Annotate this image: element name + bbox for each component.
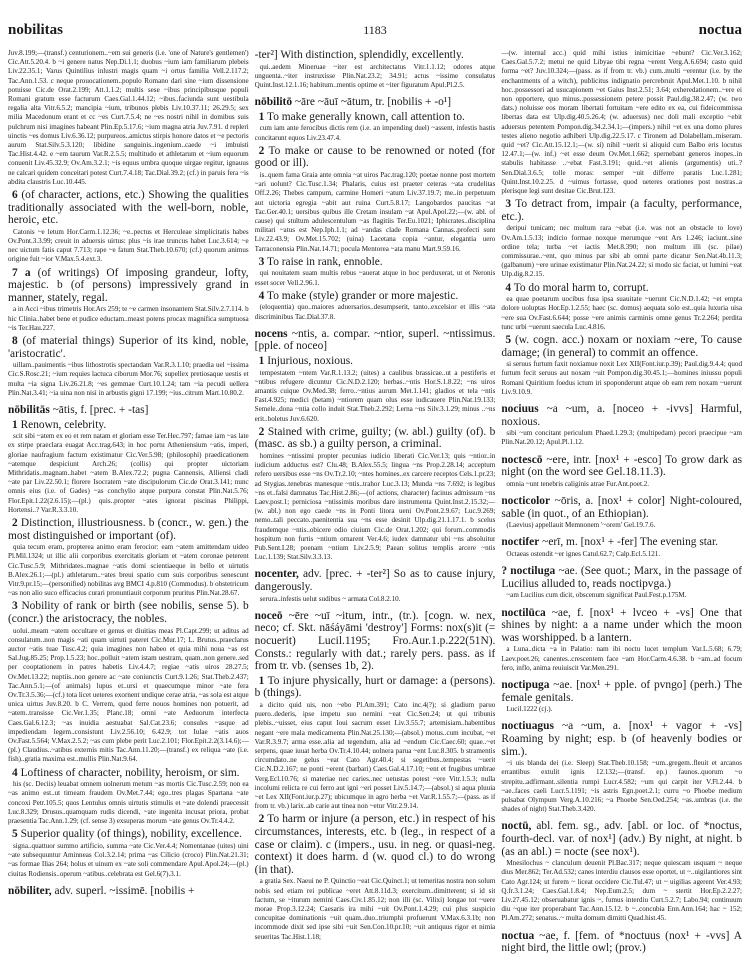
citations: ea quae poetarum uocibus fusa ipsa suauitate ~uerunt Cic.N.D.1.42; ~et empta dolore uoluptas Hor.Ep.1.2.55; haec (sc. domus) aequata solo est..quia luxuria uisa ~ere sua Ov.Fast.6.644; posse ~ere animis carminis omne genus Tr.2.264; perdita tunc urbi ~uerunt saecula Luc.4.816.: [501, 295, 743, 331]
entry-grammar: ~ae, f. [fem. of *noctuus (nox¹ + -vvs] A night bird, the little owl; (prov.): [501, 929, 742, 955]
citations: ~i uis blanda dei (i.e. Sleep) Stat.Theb.10.158; ~um..gregem..fleuit et arcanos errantibus extulit ignis 12.132;—(transf. ep.) faunos..quorum ~o strepitu..adfirmant..silentia rumpi Lucr.4.582; ~um qui carpit iter V.Fl.2.44. b ~ae..faces caeli Lucr.5.1191; ~is astris Egn.poet.2.1; curru ~o Phoebe medium pulsabat Olympum Verg.A.10.216; ~a Phoebe Sen.Oed.254; ~as..umbras (i.e. the shades of night) Stat.Theb.3.420.: [501, 759, 743, 814]
dictionary-entry: [501, 720, 742, 758]
sense-definition: [255, 145, 496, 170]
sense-definition: [501, 334, 742, 359]
column-left: [8, 49, 249, 956]
definition-text: Nobility of rank or birth (see nobilis, sense 5). b (concr.) the aristocracy, the nobles.: [8, 600, 249, 626]
sense-definition: [255, 675, 496, 700]
headword: nocens: [254, 327, 288, 340]
sense-definition: [255, 290, 496, 303]
citations: —(w. internal acc.) quid mihi istius inimicitiae ~ebunt? Cic.Ver.3.162; Caes.Gal.5.7.2; metui ne quid Libyae tibi regna ~erent Verg.A.6.694; casto quid forma ~et? Juv.10.324;—(pass. as if from tr. vb.) cum..multi ~erentur (i.e. by the enchantments of a witch), publicitus indignatio percrebruit Apul.Met.1.10. b nihil hoc..possessori ad usucapionem ~et Gaius Inst.2.51; 3.64; exheredationem..~ere ei non opportere, quo minus..possessionem petere possit Paul.dig.38.2.47; (w. two dats.) noluisse eos moram libertati fortuitam ~ere edito ex ea, cui fideicommissa libertas data est Ulp.dig.40.5.26.4; (w. aduersus) nec doli mali exceptio ~ebit aduersus petentem Pompon.dig.34.2.34.1;—(impers.) nihil ~et ex una domo plures testes alieno negotio adhiberi Ulp.dig.22.5.17. c Tironem ad Dolabellam..miseram. quid ~et? Cic.Att.15.12.1;—(w. si) nihil ~uerit si aliquid cum Balbo eris locutus 12.47.1;—(w. inf.) ~et esse deum Ov.Met.1.662; spernebant generos inopes..in stabulis habitasse ..~ebat Fast.3.191; quid..~et alienis (argumentis) uti..? Sen.Dial.3.6.5; tolle moras: semper ~uit differre paratis Luc.1.281; Quint.Inst.10.2.25. d ~uimus fortasse, quod ueteres orationes post nostras..a plerisque legi sunt desitae Cic.Brut.123.: [501, 49, 743, 196]
dictionary-entry: [501, 403, 742, 428]
definition-text: Renown, celebrity.: [20, 418, 107, 431]
entry-grammar: ~ēre ~uī ~itum, intr., (tr.). [cogn. w. nex, neco; cf. Skt. nāśáyāmi 'destroy'] Forms: nox(s)it (= nocuerit) Lucil.1195; Fro.Aur.1.p.222(51N). Consts.: regularly with dat.; rarely pers. pass. as if from tr. vb. (senses 1b, 2).: [254, 609, 496, 673]
definition-text: (of character, actions, etc.) Showing the qualities traditionally associated with the well-born, noble, heroic, etc.: [8, 189, 249, 227]
entry-grammar: ~ntis, a. compar. ~ntior, superl. ~ntissimus. [pple. of noceo]: [254, 327, 496, 353]
definition-text: To raise in rank, ennoble.: [267, 255, 383, 268]
page-number: 1183: [363, 23, 387, 37]
definition-text: Injurious, noxious.: [267, 355, 353, 367]
citations: uolui..meam ~atem occultare et genus et diuitias meas Pl.Capt.299; ut aditus ad consulatum..non magis ~ati quam uirtuti pateret Cic.Mur.17; L. Brutus..praeclarus auctor ~atis tuae Tusc.4.2; quia imagines non habeo et quia mihi noua ~as est Sal.Jug.85.25; Prop.1.5.23; hoc..polluit ~atem istam uestram, quam..non genere..sed per cooptationem in patres habetis Liv.4.4.7; regiae ~atis uiros 28.27.5; Ov.Met.13.22; nuptiis..non genere ac ~ate coniunctis Curt.9.1.26; Stat.Theb.2.437; Tac.Ann.5.1;—(of animals) lupus et..ursi et quaecumque minor ~ate fera Ov.Tr.3.5.36;—(cf.) tota licet ueteres exornent undique cerae atria, ~as sola est atque unica uirtus Juv.8.20. b C. Verrem, quod ferre nouos homines non potuerit, ad ~atem..transisse Cic.Ver.1.35; Planc.18; omni ~ate Aeduorum interfecta Caes.Gal.6.12.3; ~as inuidia aestuabat Sal.Cat.23.6; consules ~asque ad impediendam legem..consistunt Liv.2.56.10; 6.42.9; tot Iulae ~atis auos Ov.Fast.5.564; V.Max.2.5.2; ~as cum plebe perit Luc.2.101; Flor.Epit.2.2(3.14.6);—(pl.) Claudius..~atibus externis mitis Tac.Ann.11.20;—(transf.) ex reliqua ~ate (i.e. fish)..gratia maxima est..mullis Plin.Nat.9.64.: [8, 626, 249, 764]
entry-grammar: ~a ~um, a. [noceo + -ivvs] Harmful, noxious.: [501, 403, 743, 428]
dictionary-entry: [501, 565, 742, 590]
sense-number: 1: [258, 110, 265, 123]
entry-grammar: ~āre ~āuī ~ātum, tr. [nobilis + -o¹]: [294, 96, 452, 109]
dictionary-entry: [255, 328, 496, 353]
definition-text: -ter²] With distinction, splendidly, excellently.: [254, 49, 464, 61]
citations: Juv.8.199;—(transf.) centurionem..~em sui generis (i.e. 'one of Nature's gentlemen') Cic.Att.5.20.4. b ~i genere natus Nep.Di.1.1; duobus ~ium iam familiarum plebeis Liv.22.35.1; Varus Quintilius inlustri magis quam ~i ortus familia Vell.2.117.2; Tac.Ann.1.53. c neque prouocationem..populo Romano dari sine ~ium dissensione potuisse Cic.de Orat.2.199; Att.1.1.2; multis sese ~ibus principibusque populi Romani gratum esse facturum Caes.Gal.1.44.12; ~ibus..faciunda sunt uestibula regalia alta Vitr.6.5.2; mancipia ~ium, tribunos plebis Liv.10.37.11; 26.29.5; sex milia Macedonum erant et cc ~es Curt.7.5.4; ne ~es nostri nihil in domibus suis pulchrum nisi imagines habeant Plin.Ep.5.17.6; ~ium magna atria Juv.7.91. d repleri uinctis ~es domus Liv.6.36.12; purpureos..amictus stirpis honore datos et ~e pectoris aurum Stat.Silv.5.3.120; libidine sanguinis..ingenium..caede ~i imbuisti Tac.Hist.4.42. e ~em taurum Var.R.2.5.5; multitudo et athletarum et ~ium equorum conuenit Liv.45.32.9; Ov.Am.3.2.1; ~is equus umbra quoque uirgae regitur, ignauus ne calcari quidem conceitari potest Curt.7.4.18; Tac.Dial.39.2; (cf.) in paruis fera ~is abdita claustris Luc.10.445.: [8, 49, 249, 186]
citations: (eloquentia) quo..maiores aduersarios..desumpserit, tanto..excelsior et illis ~ata discriminibus Tac.Dial.37.8.: [254, 303, 496, 321]
sense-definition: [255, 426, 496, 451]
entry-grammar: ~ae, f. [nox¹ + lvceo + -vs] One that shines by night: a a name under which the moon was worshipped. b a lantern.: [501, 606, 743, 644]
citations: serura..infestis uelut sudibus ~ armata Col.8.2.10.: [259, 594, 401, 603]
citations: sibi ~um concitant periculum Phaed.1.29.3; (multipedam) pecori praecipue ~am Plin.Nat.20.12; Apul.Pl.1.12.: [501, 429, 743, 447]
headword: nocticolor: [501, 495, 551, 508]
citations: (Laevius) appellauit Memnonem '~orem' Gel.19.7.6.: [506, 521, 656, 530]
sense-number: 5: [505, 334, 512, 347]
sense-definition: [8, 517, 249, 542]
headword: ? noctiluga: [501, 565, 556, 578]
dictionary-entry: [8, 404, 249, 417]
definition-text: To make generally known, call attention to.: [267, 110, 465, 123]
sense-number: 7 a: [12, 266, 31, 279]
sense-definition: [8, 419, 249, 432]
definition-text: Loftiness of character, nobility, heroism, or sim.: [20, 766, 240, 779]
entry-grammar: ~ātis, f. [prec. + -tas]: [52, 404, 149, 417]
sense-number: 2: [12, 517, 18, 530]
headword: noctiuagus: [501, 720, 554, 733]
citations: omnia ~unt tenebris caliginis atrae Fur.Ant.poet.2.: [506, 479, 650, 488]
citations: a dicito quid uis, non ~ebo Pl.Am.391; Cato inc.4(?); si gladium paruo puero..dederis, ipse impetu suo nemini ~eat Cic.Sen.24; ut qui tribunis plebis..~uisset, eius caput Ioui sacrum esset Liv.3.55.7; artemisiam..habentibus negant ~ere mala medicamenta Plin.Nat.25.130;—(absol.) motus..cum incubat, ~et Var.R.3.9.7; arma esse..alia ad tegendum, alia ad ~endum Cic.Caec.60; quae..~et serpens, quae iuuat herba Ov.Tr.4.10.44; uolnera parua ~ent Luc.8.305. b stramentis circumdato..ne gelus ~eat Cato Agr.40.4; si segetibus..tempestas ~uerit Cic.N.D.2.167; ne ponti ~erent (barbari) Caes.Gal.4.17.10; ~ent et frugibus umbrae Verg.Ecl.10.76; si materiae nec caries..nec uetustas potest ~ere Vitr.1.5.3; nulla incolumi relicta re cui ferro aut igni ~eri posset Liv.5.14.7;—(absol.) si aqua pluuia ~et Lex XII(Font.iur.p.27); ubicumque in agro herba ~et Var.R.1.55.7;—(pass. as if from tr. vb.) larix..ab carie aut tinea non ~etur Vitr.2.9.14.: [254, 700, 496, 811]
headword: noctescō: [501, 453, 543, 466]
definition-text: Stained with crime, guilty; (w. abl.) guilty (of). b (masc. as sb.) a guilty person, a criminal.: [254, 425, 496, 451]
sense-number: 4: [505, 281, 512, 294]
headword: noctifer: [501, 536, 540, 549]
headword: noctipuga: [501, 679, 550, 692]
sense-number: 2: [258, 813, 265, 826]
citations: qui nouitatem suam multis rebus ~auerat atque in hoc perduxerat, ut et Neronis esset socer Vell.2.96.1.: [254, 269, 496, 287]
dictionary-entry: [501, 454, 742, 479]
sense-definition: [255, 355, 496, 368]
headword: nōbilitās: [8, 404, 50, 417]
entry-grammar: ~ōris, a. [nox¹ + color] Night-coloured, sable (in quot., of an Ethiopian).: [501, 495, 743, 520]
citations: his (sc. Deciis) leuabat omnem uolnerum metum ~as mortis Cic.Tusc.2.59; non ea ~as animo est..ut timeam fraudem Ov.Met.7.44; ego..tres plagas Spartana ~ate concoxi Petr.105.5; quos Lentulus omnis uirtutis stimulis et ~ate dolendi praecessit Luc.8.329; Drusus..quamquam rudis dicendi, ~ate ingenita incusat priora, probat praesentia Tac.Ann.1.29; (cf. sense 3) exsuperas morum ~ate genus Ov.Tr.4.4.2.: [8, 780, 249, 826]
right-guide-word: noctua: [698, 22, 742, 38]
headword: nocenter,: [254, 568, 299, 581]
entry-grammar: adv. [prec. + -ter²] So as to cause injury, dangerously.: [254, 568, 496, 594]
entry-grammar: adv. superl. ~issimē. [nobilis +: [54, 884, 195, 897]
citations: Catonis ~e letum Hor.Carm.1.12.36; ~e..pectus et Herculeae simplicitatis habes Ov.Pont.3.3.99; creuit in aduersis uirtus: plus ~is irae truncus habet Luc.3.614; ~e nec uictum fatis caput 7.713; rape ~e fatum Stat.Theb.10.670; (cf.) quorum animus origine fuit ~ior V.Max.5.4.ext.3.: [8, 227, 249, 264]
sense-number: 3: [505, 198, 512, 211]
definition-text: To detract from, impair (a faculty, performance, etc.).: [501, 198, 742, 223]
sense-number: 1: [258, 355, 265, 367]
definition-text: To harm or injure (a person, etc.) in respect of his circumstances, interests, etc. b (leg., in respect of a case or claim). c (impers., usu. in neg. or quasi-neg. context) it does harm. d (w. quod cl.) to do wrong (in that).: [254, 813, 496, 876]
entry-grammar: ~ere, intr. [nox¹ + -esco] To grow dark as night (on the word see Gel.18.11.3).: [501, 453, 742, 479]
sense-number: 2: [258, 144, 265, 157]
sense-definition: [255, 813, 496, 876]
citations: qui..aedem Mineruae ~iter est architectatus Vitr.1.1.12; odores atque unguenta..~iter instruxisse Plin.Nat.23.2; 34.91; actus ~issime consulatus Quint.Inst.12.1.16; habitum..mentis optime et ~iter figuratum Apul.Pl.2.5.: [254, 62, 496, 89]
headword: nociuus: [501, 403, 539, 416]
sense-definition: [8, 267, 249, 305]
dictionary-entry: [501, 536, 742, 549]
citations: tempestatem ~ntem Var.R.1.13.2; (uites) a caulibus brassicae..ut a pestiferis et ~ntibus refugere dicuntur Cic.N.D.2.120; herbas..~ntis Hor.S.1.8.22; ~ns uiros amantis cuique Ov.Med.38; ferro..~ntius aurum Met.1.141; gladios et tela ~ntis Fast.4.925; medici (betam) ~ntiorem quam olus esse iudicauere Plin.Nat.19.133; Semele..dona ~ntia collo induit Stat.Theb.2.292; Lerna ~ns Silv.3.1.29; minus ..~ns erit..boletus Juv.6.620.: [254, 368, 496, 423]
definition-text: (of material things) Superior of its kind, noble, 'aristocratic'.: [8, 335, 249, 360]
definition-text: To make or cause to be renowned or noted (for good or ill).: [254, 144, 496, 170]
dictionary-entry: [501, 495, 742, 520]
sense-definition: [255, 111, 496, 124]
definition-text: Superior quality (of things), nobility, excellence.: [20, 828, 242, 841]
dictionary-entry: [255, 610, 496, 673]
definition-text: To injure physically, hurt or damage: a (persons). b (things).: [254, 674, 496, 700]
headword: nōbiliter,: [8, 884, 52, 897]
sense-number: 4: [258, 289, 265, 302]
entry-grammar: ~a ~um, a. [nox¹ + vagor + -vs] Roaming by night; esp. b (of heavenly bodies or sim.).: [501, 720, 743, 758]
dictionary-entry: [501, 930, 742, 955]
sense-number: 1: [12, 418, 18, 431]
dictionary-entry: [8, 885, 249, 898]
citations: a in Acci ~ibus trimetris Hor.Ars 259; te ~e carmen insonantem Stat.Silv.2.7.114. b hic Clinia..habet bene et pudice eductam..meast potens procax magnifica sumptuosa ~is Ter.Hau.227.: [8, 305, 249, 332]
citations: Lucil.1222 (cj.).: [506, 705, 553, 714]
headword: noctilūca: [501, 606, 546, 619]
headword: nōbilitō: [254, 96, 293, 109]
citations: deripui tunicam; nec multum rara ~ebat (i.e. was not an obstacle to love) Ov.Am.1.5.13; indicio formae noxque merumque ~ent Ars 1.246; iaciunt..sine ordine tela; turba ~et iactis Met.8.390; non multum illi (sc. pilae) commissurae..~ent, quo minus par sibi ab omni parte dicatur Sen.Nat.4b.11.3; (galbanum) ~ere urinae existimatur Plin.Nat.24.22; si modo sic faciat, ut lumini ~eat Ulp.dig.8.2.15.: [501, 224, 743, 279]
definition-text: To make (style) grander or more majestic.: [267, 289, 459, 302]
sense-definition: [255, 49, 496, 62]
headword: noctū,: [501, 820, 532, 833]
columns: [8, 49, 742, 956]
sense-definition: [8, 828, 249, 841]
column-right: [501, 49, 742, 956]
dictionary-entry: [501, 820, 742, 858]
dictionary-entry: [255, 568, 496, 593]
dictionary-entry: [501, 679, 742, 704]
definition-text: (of writings) Of imposing grandeur, lofty, majestic. b (of persons) impressively grand in manner, stately, regal.: [8, 266, 249, 304]
entry-grammar: abl. fem. sg., adv. [abl. or loc. of *noctus, fourth-decl. var. of nox¹] (adv.) By night, at night. b (as an abl.) = nocte (see nox¹).: [501, 820, 743, 858]
citations: scit sibi ~atem ex eo et rem natam et gloriam esse Ter.Hec.797; famae iam ~as late ex stirpe praeclara euagat Acc.trag.643; in hoc portu Atheniensium ~atis, imperi, gloriae naufragium factum existimatur Cic.Ver.5.98; (philosophi) praedicationem ~atemque despiciunt Arch.26; (collis) qui propter uictoriam Mithridatis..magnam..habet ~atem B.Alex.72.2; pugna Cannensis, Alliensi cladi ~ate par Liv.22.50.1; florere Isocratem ~ate discipulorum Cic.de Orat.3.141; nunc omnis eius (i.e. of Gades) ~as conchylio atque purpura constat Plin.Nat.5.76; Flor.Epit.1.22(2.6.15);—(pl.) quis..propter ~ates ignorat piscinas Philippi, Hortensi..? Var.R.3.3.10.: [8, 432, 249, 514]
citations: cum iam ante ferocibus dictis rem (i.e. an impending duel) ~assent, infestis hastis concitarunt equos Liv.23.47.4.: [254, 124, 496, 142]
left-guide-word: nobilitas: [8, 22, 64, 38]
citations: ~am Lucilius cum dicit, obscenum significat Paul.Fest.p.175M.: [506, 591, 687, 600]
entry-grammar: ~ae. [nox¹ + pple. of pvngo] (perh.) The female genitals.: [501, 679, 743, 704]
sense-definition: [501, 282, 742, 295]
definition-text: To do moral harm to, corrupt.: [513, 281, 649, 294]
headword: noctua: [501, 929, 535, 942]
sense-definition: [501, 198, 742, 223]
citations: si seruus furtum faxit noxiamue noxit Lex XII(Font.iur.p.39); Paul.dig.9.4.4; quod furtum fecit seruus aut noxam ~uit Pompon.dig.30.45.1;—homines iniussu populi Romani Quiritium foedus ictum iri spoponderunt atque ob eam rem noxam ~uerunt Liv.9.10.9.: [501, 360, 743, 396]
citations: a gratia Sex. Naeui ne P. Quinctio ~eat Cic.Quinct.1; ut temeritas nostra non solum nobis sed etiam rei publicae ~eret Att.8.11d.3; exercitum..dimitterent; si id sit factum, se ~iturum nemini Caes.Civ.1.85.12; non illi (sc. Vilixi) longae tot ~uere morae Prop.3.12.24; Caesaris ira mihi ~uit Ov.Pont.1.4.29; cui plus suspicio concupitae dominationis ~uit quam..duo..triumphi profuerunt V.Max.6.3.1b; non incommode dixit sed ipse sibi ~uit Sen.Con.10.pr.10; ~uit antiquus rigor et nimia seueritas Tac.Hist.1.18;: [254, 877, 496, 941]
citations: Mnesilochus ~ clanculum deuenit Pl.Bac.317; neque quiescam usquam ~ neque dius Mer.862; Ter.Ad.532; canes interdiu clausos esse oportet, ut ~..uigilantiores sint Cato Agr.124; ut furem ~ liceat occidere Cic.Tul.47; ut ~ uigilias agerent Ver.4.93; Q.fr.3.1.24; Caes.Gal.1.8.4; Nep.Eum.2.5; dum ~ stertit Hor.Ep.2.2.27; Liv.27.45.12; obseruabatur ignis ~, fumus interdiu Curt.5.2.7; Labo.94; continuum diu ~que iter properabant Tac.Ann.15.12. b ~..concubia Enn.Ann.164; hac ~ 152; Pl.Am.272; senatus..~ multa domum dimitti Quad.hist.45.: [501, 859, 743, 923]
citations: uillam..pauimentis ~ibus lithostrotis spectandam Var.R.3.1.10; praedia uel ~issima Cic.S.Rosc.21; ~ium requies lactuca ciborum Mor.76; supellex pretiosaque uestis et multa ~ia signa Liv.26.21.8; ~es gemmae Curt.10.1.24; tam ~ia pecudi uellera Plin.Nat.3.41; ~ia uina non nisi in arbustis gigni 17.199; ~ius..citrum Mart.10.80.2.: [8, 361, 249, 397]
sense-definition: [8, 767, 249, 780]
sense-definition: [8, 335, 249, 360]
entry-grammar: ~erī, m. [nox¹ + -fer] The evening star.: [542, 536, 718, 549]
citations: Octaeas ostendit ~er ignes Catul.62.7; Calp.Ecl.5.121.: [506, 550, 661, 559]
sense-number: 6: [12, 189, 18, 202]
sense-definition: [8, 600, 249, 625]
dictionary-entry: [501, 607, 742, 645]
sense-definition: [8, 189, 249, 227]
citations: is..quem fama Graia ante omnia ~at uiros Pac.trag.120; poetae nonne post mortem ~ari uolunt? Cic.Tusc.1.34; Phalaris, cuius est praeter ceteras ~ata crudelitas Off.2.26; Thebes campum, carmine Homeri ~atum Liv.37.19.7; me..in perpetuum aut uictoria egregia ~abit aut ruina Curt.5.8.17; Langobardos paucitas ~at Tac.Ger.40.1; uersibus quibus ille Cretam insulam ~at Apul.Apol.22;—(w. abl. of cause) qui stultum adulescentulum ~as flagitiis Ter.Eu.1021; Iphicrates..disciplina militari ~atus est Nep.Iph.1.1; ad ~andas clade Romana Cannas..profecti sunt Liv.22.43.9; Ov.Met.15.702; (uina) Lacetana copia ~antur, elegantia uero Tarraconensia Plin.Nat.14.71; pocula Mentorea ~ata manu Mart.9.59.16.: [254, 170, 496, 253]
definition-text: (w. cogn. acc.) noxam or noxiam ~ere, To cause damage; (in general) to commit an offence.: [501, 334, 743, 359]
entry-grammar: ~ae. (See quot.; Marx, in the passage of Lucilius alluded to, reads noctipvga.): [501, 565, 743, 590]
citations: a Luna..dicta ~a in Palatio: nam ibi noctu lucet templum Var.L.5.68; 6.79; Laev.poet.26; canentes..crescentem face ~am Hor.Carm.4.6.38. b ~am..ad focum fero, inflo, anima reuiuiscit Var.Men.291.: [501, 645, 743, 672]
headword: noceō: [254, 609, 283, 622]
sense-number: 1: [258, 674, 265, 687]
sense-definition: [255, 256, 496, 269]
sense-number: 2: [258, 425, 265, 438]
sense-number: 5: [12, 828, 18, 841]
dictionary-entry: [255, 96, 496, 109]
sense-number: 3: [258, 255, 265, 268]
definition-text: Distinction, illustriousness. b (concr., w. gen.) the most distinguished or important (of).: [8, 517, 249, 542]
page-header: [8, 22, 742, 42]
sense-number: 3: [12, 600, 18, 613]
sense-number: 4: [12, 766, 18, 779]
citations: quia tecum eram, propterea animo eram ferocior: eam ~atem amittendam uideo Pl.Mil.1324; ut illic alii corporibus exercitatis gloriam et ~atem coronae peterent Cic.Tusc.5.9; Mithridates..magnae ~atis domi scientiaeque in bello et uirtutis B.Alex.26.1;—(pl.) athletarum..~ates breui spatio cum suis corporibus senescunt Vitr.9.pr.15;—(personified) nobilitas avg BMCI 4.p.810 (Commodus). b obstetricum ~as non alio suco efficacius curari pronuntiauit corporum pruritus Plin.Nat.28.67.: [8, 543, 249, 598]
column-middle: [255, 49, 496, 956]
sense-number: 8: [12, 335, 18, 348]
citations: homines ~ntissimi propter pecunias iudicio liberati Cic.Ver.13; quis ~ntior..in iudicium adductus est? Clu.48; B.Alex.55.5; lingua ~ns Prop.2.28.14; acceptum refero uersibus esse ~ns Ov.Tr.2.10; ~ntes homines..ex carcere receptos Cels.1.pr.23; ad Stygias..tenebras manesque ~ntis..trahor Luc.3.13; Munda ~ns 7.692; is legibus ~ns et..falsi damnatus Tac.Hist.2.86;—(of actions, character) facinus admissum ~ns Laev.post.1; perniciosa ~ntissimis moribus dare instrumenta Quint.Inst.2.15.32;—(w. abl.) non ego caede ~ns in Ponti litora ueni Ov.Pont.2.9.67; Luc.9.269; nemo..tali peccato..paenitentia sua ~ns esse desinit Ulp.dig.21.1.17.1. b scelus fraudemque ~ntis..obicere odio ciuium Cic.de Orat.1.202; qui forum..commodis hospitum non furtis ~ntium ornarent Ver.4.6; iudex damnatur ubi ~ns absoluitur Pub.Sent.I.28; poenam ~ntium Liv.2.5.9; Paean solitus templis arcere ~ntis Luc.1.139; Stat.Silv.3.3.13.: [254, 452, 496, 562]
citations: signa..quattuor summo artificio, summa ~ate Cic.Ver.4.4; Nomentanae (uites) uini ~ate subsequuntur Aminneas Col.3.2.14; prima ~as Cilicio (croco) Plin.Nat.21.31; ~as formae Ilias 264; holus et uinum ex ~ate soli commendare Apul.Apol.24;—(pl.) ciuitas Rodiensis..operum ~atibus..celebrata est Gel.6(7).3.1.: [8, 841, 249, 878]
